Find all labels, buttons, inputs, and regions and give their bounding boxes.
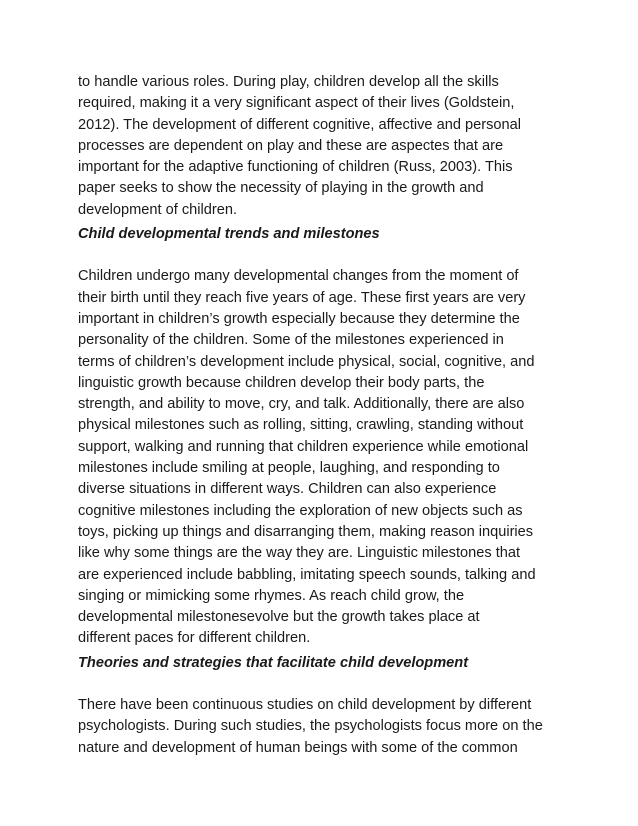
text-line: physical milestones such as rolling, sitting, crawling, standing without (78, 417, 524, 434)
text-line: important for the adaptive functioning of children (Russ, 2003). This (78, 159, 513, 176)
text-line: processes are dependent on play and these are aspectes that are (78, 137, 504, 154)
text-line: are experienced include babbling, imitating speech sounds, talking and (78, 566, 536, 583)
spacer (78, 674, 568, 695)
text-line: personality of the children. Some of the milestones experienced in (78, 332, 504, 349)
text-line: linguistic growth because children develop their body parts, the (78, 374, 485, 391)
text-line: their birth until they reach five years of age. These first years are very (78, 289, 526, 306)
text-line: nature and development of human beings with some of the common (78, 739, 518, 756)
text-line: paper seeks to show the necessity of playing in the growth and (78, 180, 484, 197)
text-line: terms of children’s development include physical, social, cognitive, and (78, 353, 535, 370)
text-line: required, making it a very significant aspect of their lives (Goldstein, (78, 95, 515, 112)
text-line: singing or mimicking some rhymes. As reach child grow, the (78, 587, 465, 604)
spacer (78, 245, 568, 266)
text-line: support, walking and running that children experience while emotional (78, 438, 529, 455)
text-line: There have been continuous studies on child development by different (78, 697, 532, 714)
paragraph-theories (78, 695, 568, 759)
text-line: milestones include smiling at people, laughing, and responding to (78, 460, 500, 477)
text-line: developmental milestonesevolve but the growth takes place at (78, 609, 480, 626)
text-line: strength, and ability to move, cry, and talk. Additionally, there are also (78, 396, 525, 413)
text-line: psychologists. During such studies, the psychologists focus more on the (78, 718, 543, 735)
paragraph-trends (78, 266, 568, 649)
text-line: Children undergo many developmental changes from the moment of (78, 268, 519, 285)
text-line: like why some things are the way they are. Linguistic milestones that (78, 545, 521, 562)
section-heading-theories: Theories and strategies that facilitate child development (78, 654, 469, 671)
document-page (78, 72, 568, 759)
text-line: 2012). The development of different cognitive, affective and personal (78, 116, 521, 133)
text-line: to handle various roles. During play, children develop all the skills (78, 74, 499, 90)
paragraph-intro (78, 72, 568, 221)
text-line: different paces for different children. (78, 630, 311, 647)
text-line: diverse situations in different ways. Children can also experience (78, 481, 497, 498)
text-line: cognitive milestones including the exploration of new objects such as (78, 502, 523, 519)
section-heading-trends: Child developmental trends and milestones (78, 226, 380, 243)
text-line: important in children’s growth especially because they determine the (78, 310, 520, 327)
text-line: toys, picking up things and disarranging them, making reason inquiries (78, 523, 534, 540)
text-line: development of children. (78, 201, 238, 218)
